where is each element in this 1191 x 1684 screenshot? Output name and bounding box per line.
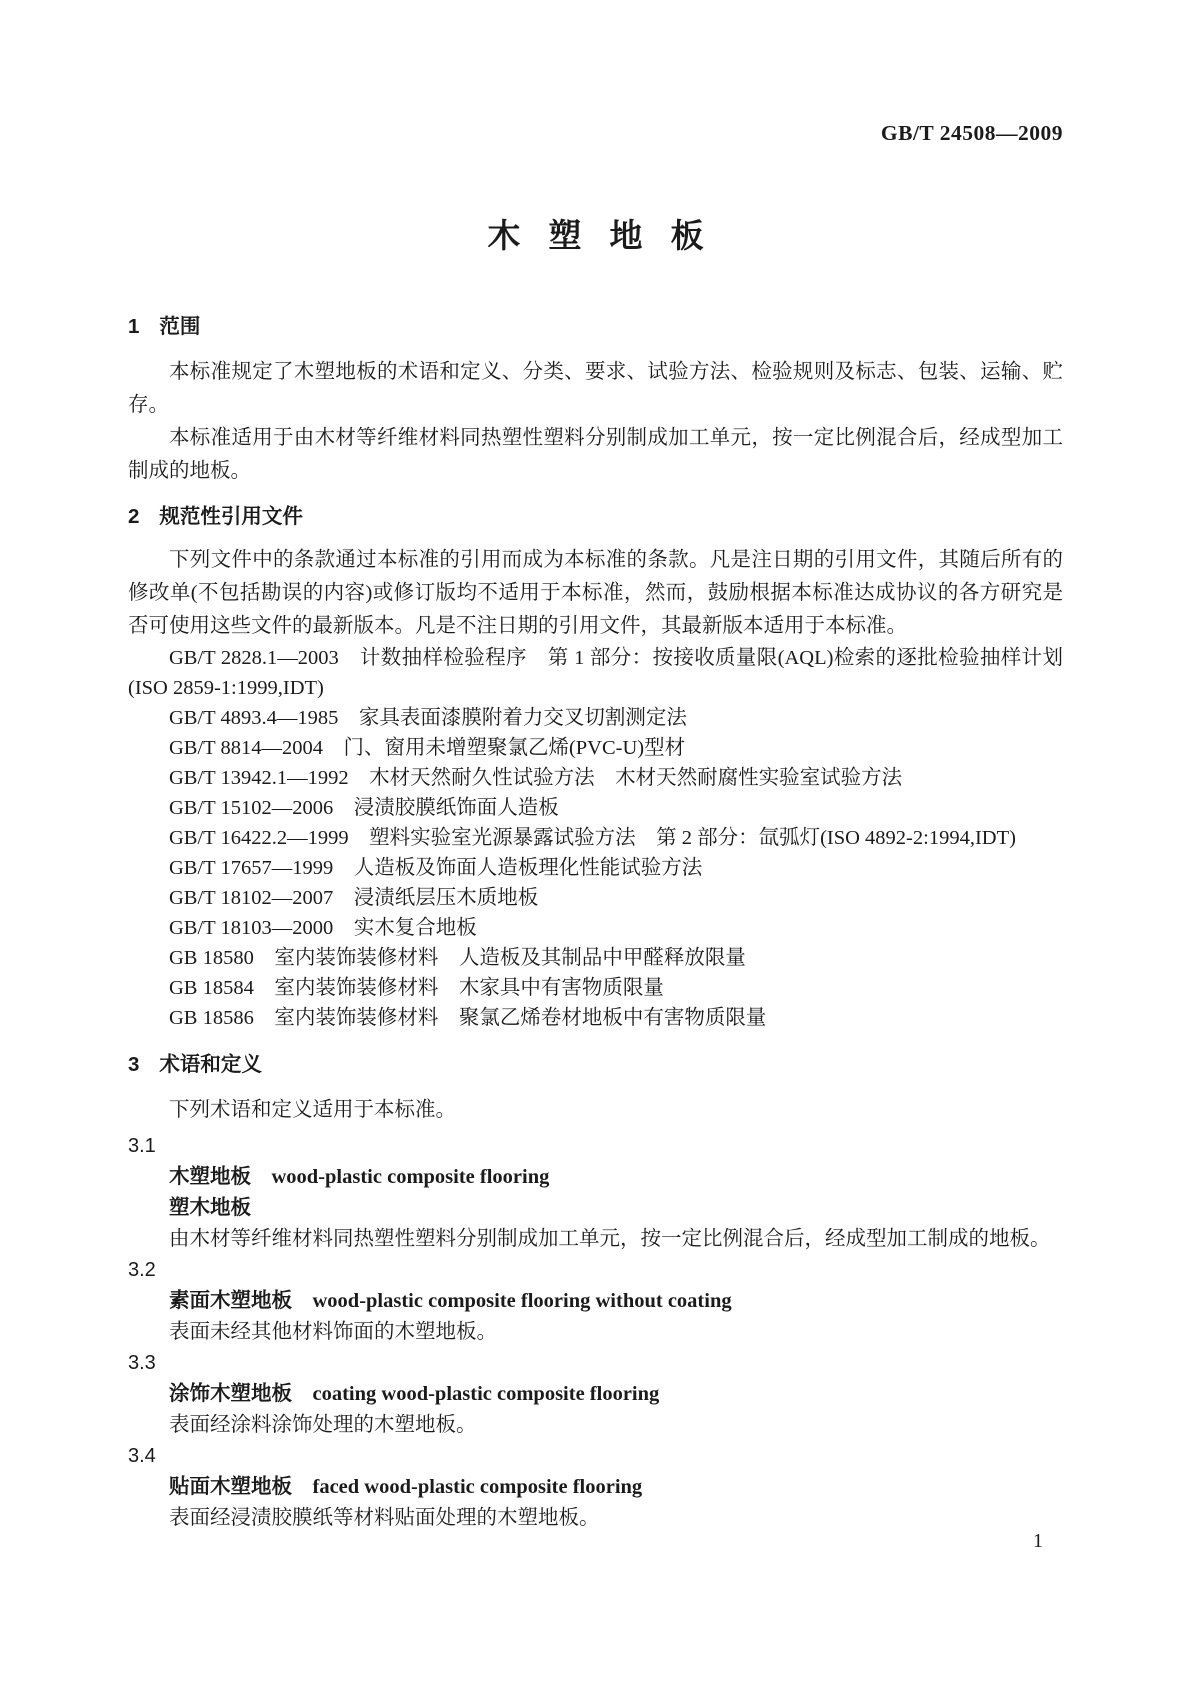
section-2-heading — [128, 500, 1063, 533]
term-number: 3.2 — [128, 1259, 156, 1281]
reference-item: GB 18580 室内装饰装修材料 人造板及其制品中甲醛释放限量 — [169, 947, 746, 969]
section-1-heading — [128, 310, 1063, 343]
section-1-title: 范围 — [159, 315, 201, 338]
term-number: 3.1 — [128, 1135, 156, 1157]
reference-list — [128, 643, 1063, 1033]
reference-item: GB/T 13942.1—1992 木材天然耐久性试验方法 木材天然耐腐性实验室试验方法 — [169, 767, 903, 789]
section-1-number: 1 — [128, 315, 140, 338]
reference-item: GB/T 16422.2—1999 塑料实验室光源暴露试验方法 第 2 部分：氙弧灯(ISO 4892-2:1994,IDT) — [169, 827, 1016, 849]
term-name: 涂饰木塑地板 coating wood-plastic composite flooring — [169, 1383, 660, 1405]
reference-item: GB/T 18102—2007 浸渍纸层压木质地板 — [169, 887, 539, 909]
section-3-title: 术语和定义 — [159, 1053, 262, 1076]
term-definition: 由木材等纤维材料同热塑性塑料分别制成加工单元，按一定比例混合后，经成型加工制成的地板。 — [169, 1228, 1051, 1250]
reference-item: GB/T 8814—2004 门、窗用未增塑聚氯乙烯(PVC-U)型材 — [169, 737, 686, 759]
term-number: 3.4 — [128, 1445, 156, 1467]
scope-paragraph-1: 本标准规定了木塑地板的术语和定义、分类、要求、试验方法、检验规则及标志、包装、运输、贮存。 — [128, 361, 1063, 416]
term-definition: 表面经浸渍胶膜纸等材料贴面处理的木塑地板。 — [169, 1507, 600, 1529]
reference-item: GB/T 15102—2006 浸渍胶膜纸饰面人造板 — [169, 797, 559, 819]
section-3-heading — [128, 1048, 1063, 1081]
page-number: 1 — [1033, 1530, 1043, 1552]
reference-item: GB 18586 室内装饰装修材料 聚氯乙烯卷材地板中有害物质限量 — [169, 1007, 767, 1029]
normative-refs-intro: 下列文件中的条款通过本标准的引用而成为本标准的条款。凡是注日期的引用文件，其随后所有的修改单(不包括勘误的内容)或修订版均不适用于本标准，然而，鼓励根据本标准达成协议的各方研究是否可使用这些文件的最新版本。凡是不注日期的引用文件，其最新版本适用于本标准。 — [128, 549, 1063, 637]
term-name: 贴面木塑地板 faced wood-plastic composite flooring — [169, 1476, 643, 1498]
standard-code: GB/T 24508—2009 — [880, 121, 1063, 145]
section-2-number: 2 — [128, 505, 140, 528]
scope-paragraph-2: 本标准适用于由木材等纤维材料同热塑性塑料分别制成加工单元，按一定比例混合后，经成型加工制成的地板。 — [128, 427, 1063, 482]
reference-item: GB/T 18103—2000 实木复合地板 — [169, 917, 477, 939]
term-name: 素面木塑地板 wood-plastic composite flooring without coating — [169, 1290, 732, 1312]
term-definition: 表面未经其他材料饰面的木塑地板。 — [169, 1321, 497, 1343]
term-name-alt: 塑木地板 — [169, 1197, 251, 1219]
reference-item: GB/T 2828.1—2003 计数抽样检验程序 第 1 部分：按接收质量限(AQL)检索的逐批检验抽样计划(ISO 2859-1:1999,IDT) — [128, 647, 1063, 699]
terms-intro: 下列术语和定义适用于本标准。 — [169, 1099, 456, 1121]
reference-item: GB/T 4893.4—1985 家具表面漆膜附着力交叉切割测定法 — [169, 707, 687, 729]
document-title-text: 木塑地板 — [487, 217, 732, 254]
term-number: 3.3 — [128, 1352, 156, 1374]
section-2-title: 规范性引用文件 — [159, 505, 303, 528]
term-name: 木塑地板 wood-plastic composite flooring — [169, 1166, 550, 1188]
document-title — [128, 216, 1063, 256]
reference-item: GB/T 17657—1999 人造板及饰面人造板理化性能试验方法 — [169, 857, 703, 879]
term-definition: 表面经涂料涂饰处理的木塑地板。 — [169, 1414, 477, 1436]
terms-list — [128, 1131, 1063, 1534]
reference-item: GB 18584 室内装饰装修材料 木家具中有害物质限量 — [169, 977, 664, 999]
section-3-number: 3 — [128, 1053, 140, 1076]
